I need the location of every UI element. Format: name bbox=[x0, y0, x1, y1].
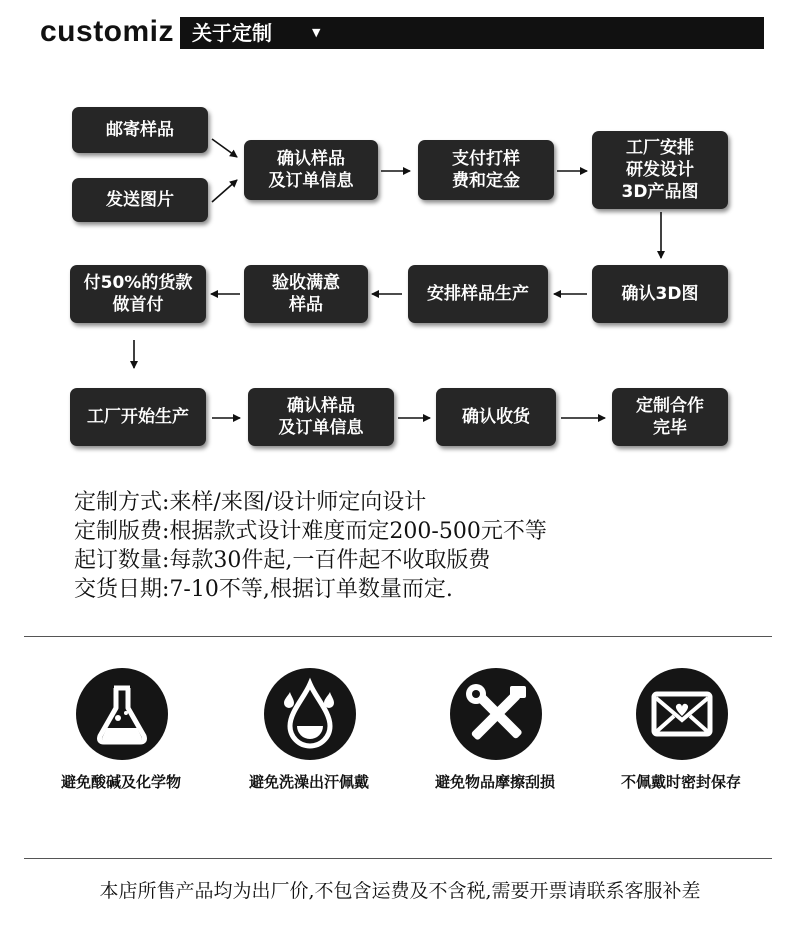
step-mail-sample: 邮寄样品 bbox=[72, 107, 208, 153]
step-send-images: 发送图片 bbox=[72, 178, 208, 222]
care-label: 避免物品摩擦刮损 bbox=[434, 773, 555, 791]
step-pay-50-percent: 付50%的货款 做首付 bbox=[70, 265, 206, 323]
step-factory-3d: 工厂安排 研发设计 3D产品图 bbox=[592, 131, 728, 209]
step-sample-production: 安排样品生产 bbox=[408, 265, 548, 323]
custom-info bbox=[74, 488, 547, 604]
info-line-delivery: 交货日期:7-10不等,根据订单数量而定. bbox=[74, 577, 453, 602]
step-confirm-3d: 确认3D图 bbox=[592, 265, 728, 323]
care-label: 避免酸碱及化学物 bbox=[60, 773, 181, 791]
step-confirm-sample-order-2: 确认样品 及订单信息 bbox=[248, 388, 394, 446]
info-line-moq: 起订数量:每款30件起,一百件起不收取版费 bbox=[74, 548, 491, 573]
chemical-flask-icon bbox=[76, 668, 168, 760]
arrow-images-to-confirm bbox=[212, 180, 237, 202]
step-complete: 定制合作 完毕 bbox=[612, 388, 728, 446]
step-confirm-receipt: 确认收货 bbox=[436, 388, 556, 446]
care-item-chemicals bbox=[26, 668, 216, 798]
care-item-storage bbox=[586, 668, 776, 798]
tools-icon bbox=[450, 668, 542, 760]
divider-top bbox=[24, 636, 772, 637]
divider-bottom bbox=[24, 858, 772, 859]
brand-logo-text: customiz bbox=[40, 15, 175, 48]
envelope-heart-icon bbox=[636, 668, 728, 760]
water-drop-icon bbox=[264, 668, 356, 760]
step-factory-production: 工厂开始生产 bbox=[70, 388, 206, 446]
info-line-fee: 定制版费:根据款式设计难度而定200-500元不等 bbox=[74, 519, 547, 544]
section-title: 关于定制 bbox=[192, 21, 272, 45]
footer-note: 本店所售产品均为出厂价,不包含运费及不含税,需要开票请联系客服补差 bbox=[99, 880, 701, 902]
step-confirm-sample-order: 确认样品 及订单信息 bbox=[244, 140, 378, 200]
info-line-method: 定制方式:来样/来图/设计师定向设计 bbox=[74, 490, 427, 515]
caret-down-icon: ▼ bbox=[312, 26, 321, 39]
arrow-mail-to-confirm bbox=[212, 139, 237, 157]
care-label: 不佩戴时密封保存 bbox=[620, 773, 741, 791]
care-label: 避免洗澡出汗佩戴 bbox=[248, 773, 369, 791]
care-item-water bbox=[214, 668, 404, 798]
care-item-friction bbox=[400, 668, 590, 798]
step-accept-sample: 验收满意 样品 bbox=[244, 265, 368, 323]
step-pay-deposit: 支付打样 费和定金 bbox=[418, 140, 554, 200]
